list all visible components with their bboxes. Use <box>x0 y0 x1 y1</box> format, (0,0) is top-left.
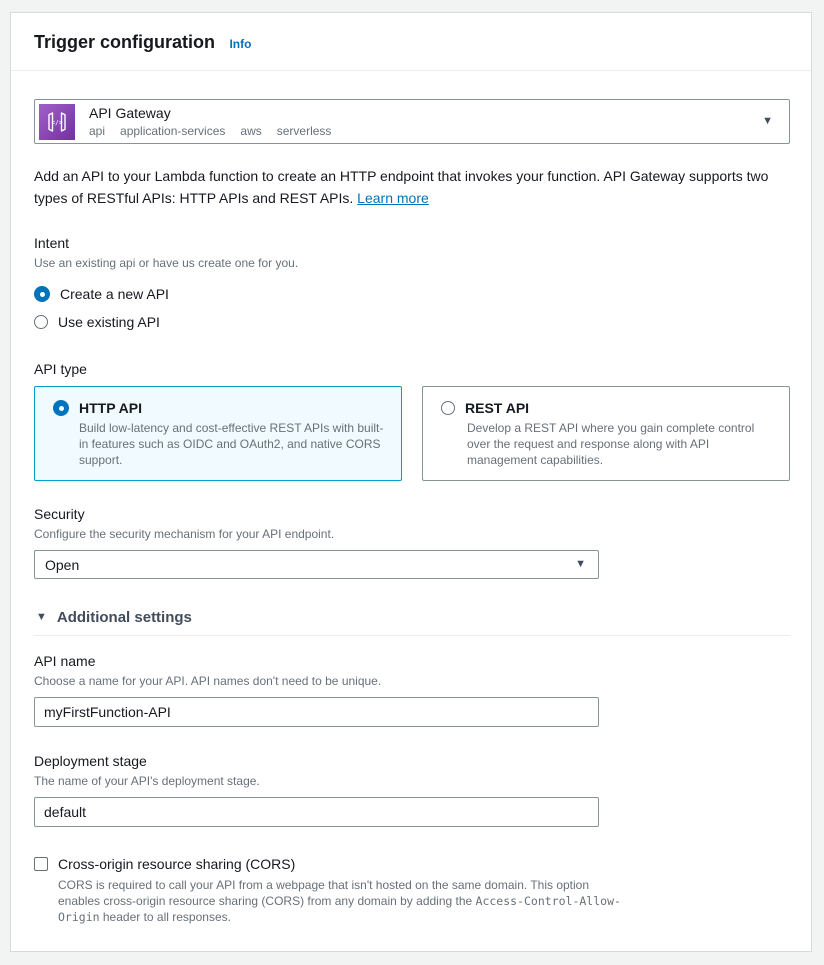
deployment-stage-description: The name of your API's deployment stage. <box>34 774 260 788</box>
api-type-title: REST API <box>465 400 530 416</box>
cors-checkbox-row[interactable] <box>34 856 790 872</box>
expander-caret-icon: ▼ <box>36 611 47 623</box>
radio-use-existing-api[interactable]: Use existing API <box>34 313 790 331</box>
api-type-label: API type <box>34 361 87 377</box>
page-title: Trigger configuration <box>34 32 216 52</box>
security-description: Configure the security mechanism for your API endpoint. <box>34 527 335 541</box>
security-label: Security <box>34 506 85 522</box>
intent-description: Use an existing api or have us create one for you. <box>34 256 299 270</box>
trigger-description-text: Add an API to your Lambda function to create an HTTP endpoint that invokes your function. API Gateway supports two types of RESTful APIs: HTTP APIs and REST APIs. <box>34 168 769 206</box>
api-type-title: HTTP API <box>79 400 143 416</box>
security-select-value: Open <box>45 556 80 573</box>
panel-body <box>11 71 811 965</box>
intent-radio-group <box>34 285 790 331</box>
api-type-card-rest[interactable] <box>422 386 790 481</box>
security-select[interactable] <box>34 550 599 579</box>
divider <box>34 635 790 636</box>
additional-settings-expander[interactable] <box>34 609 790 626</box>
trigger-source-text <box>89 105 331 138</box>
intent-label: Intent <box>34 235 70 251</box>
api-gateway-icon <box>39 104 75 140</box>
checkbox-unchecked-icon <box>34 857 48 871</box>
cors-label: Cross-origin resource sharing (CORS) <box>58 856 296 872</box>
trigger-source-select[interactable] <box>34 99 790 144</box>
radio-unselected-icon <box>441 401 455 415</box>
api-name-label: API name <box>34 653 96 669</box>
tag: serverless <box>276 124 332 138</box>
api-type-cards <box>34 386 790 481</box>
radio-selected-icon <box>34 286 50 302</box>
tag: application-services <box>120 124 226 138</box>
cors-description: CORS is required to call your API from a webpage that isn't hosted on the same domain. This option enables cross-origin resource sharing (CORS) from any domain by adding the Access-Control-Allow-Origin header to all responses. <box>58 878 621 924</box>
tag: api <box>89 124 106 138</box>
panel-header <box>11 13 811 71</box>
info-link[interactable]: Info <box>229 37 252 51</box>
tag: aws <box>240 124 262 138</box>
api-type-description: Develop a REST API where you gain complete control over the request and response along with API management capabilities. <box>467 421 755 467</box>
chevron-down-icon: ▼ <box>575 558 586 570</box>
deployment-stage-label: Deployment stage <box>34 753 147 769</box>
api-type-card-http[interactable] <box>34 386 402 481</box>
trigger-source-name: API Gateway <box>89 105 171 121</box>
radio-unselected-icon <box>34 315 48 329</box>
trigger-description <box>34 165 790 209</box>
additional-settings-label: Additional settings <box>56 609 192 626</box>
api-type-description: Build low-latency and cost-effective REST APIs with built-in features such as OIDC and OAuth2, and native CORS support. <box>79 421 384 467</box>
radio-create-new-api[interactable]: Create a new API <box>34 285 790 303</box>
radio-selected-icon <box>53 400 69 416</box>
trigger-configuration-panel <box>10 12 812 952</box>
deployment-stage-input[interactable] <box>34 797 599 827</box>
chevron-down-icon: ▼ <box>762 115 773 127</box>
trigger-source-tags <box>89 124 331 138</box>
api-name-description: Choose a name for your API. API names don't need to be unique. <box>34 674 382 688</box>
learn-more-link[interactable]: Learn more <box>357 190 429 206</box>
svg-text:</>: </> <box>51 118 63 126</box>
cors-header-code: Access-Control-Allow-Origin <box>58 894 621 924</box>
api-name-input[interactable] <box>34 697 599 727</box>
